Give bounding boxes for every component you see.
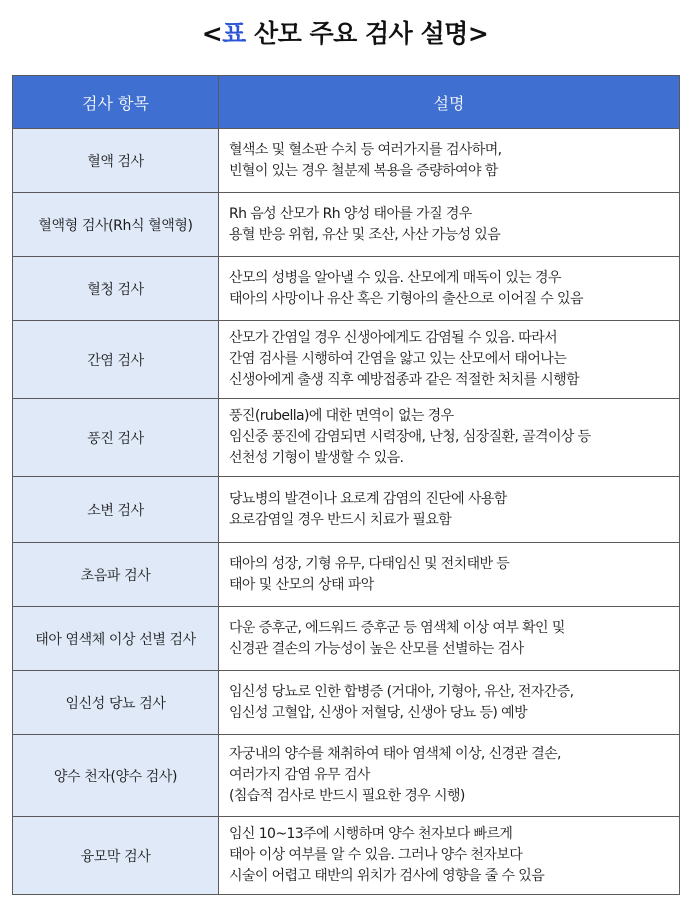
exam-description: 풍진(rubella)에 대한 면역이 없는 경우 임신중 풍진에 감염되면 시력장애, 난청, 심장질환, 골격이상 등 선천성 기형이 발생할 수 있음. xyxy=(219,399,680,477)
table-row xyxy=(13,129,680,193)
table-header-row xyxy=(13,76,680,129)
exam-name: 초음파 검사 xyxy=(13,543,219,607)
table-row xyxy=(13,321,680,399)
table-row xyxy=(13,607,680,671)
exam-name: 양수 천자(양수 검사) xyxy=(13,735,219,817)
exam-name: 혈청 검사 xyxy=(13,257,219,321)
exam-name: 임신성 당뇨 검사 xyxy=(13,671,219,735)
table-row xyxy=(13,735,680,817)
exam-name: 태아 염색체 이상 선별 검사 xyxy=(13,607,219,671)
title-text: 산모 주요 검사 설명 xyxy=(245,19,468,48)
header-description: 설명 xyxy=(219,76,680,129)
exam-description: 산모의 성병을 알아낼 수 있음. 산모에게 매독이 있는 경우 태아의 사망이나 유산 혹은 기형아의 출산으로 이어질 수 있음 xyxy=(219,257,680,321)
exam-name: 융모막 검사 xyxy=(13,817,219,895)
exam-description: 산모가 간염일 경우 신생아에게도 감염될 수 있음. 따라서 간염 검사를 시행하여 간염을 앓고 있는 산모에서 태어나는 신생아에게 출생 직후 예방접종과 같은 적절한 처치를 시행함 xyxy=(219,321,680,399)
exam-description: 임신 10~13주에 시행하며 양수 천자보다 빠르게 태아 이상 여부를 알 수 있음. 그러나 양수 천자보다 시술이 어렵고 태반의 위치가 검사에 영향을 줄 수 있음 xyxy=(219,817,680,895)
table-row xyxy=(13,193,680,257)
exam-name: 풍진 검사 xyxy=(13,399,219,477)
table-row xyxy=(13,477,680,543)
header-item: 검사 항목 xyxy=(13,76,219,129)
exam-description: Rh 음성 산모가 Rh 양성 태아를 가질 경우 용혈 반응 위험, 유산 및 조산, 사산 가능성 있음 xyxy=(219,193,680,257)
table-row xyxy=(13,817,680,895)
exam-name: 혈액 검사 xyxy=(13,129,219,193)
exam-name: 소변 검사 xyxy=(13,477,219,543)
exam-description: 태아의 성장, 기형 유무, 다태임신 및 전치태반 등 태아 및 산모의 상태 파악 xyxy=(219,543,680,607)
title-marker: 표 xyxy=(222,19,246,48)
exam-name: 혈액형 검사(Rh식 혈액형) xyxy=(13,193,219,257)
exam-description: 혈색소 및 혈소판 수치 등 여러가지를 검사하며, 빈혈이 있는 경우 철분제 복용을 증량하여야 함 xyxy=(219,129,680,193)
exam-description: 다운 증후군, 에드워드 증후군 등 염색체 이상 여부 확인 및 신경관 결손의 가능성이 높은 산모를 선별하는 검사 xyxy=(219,607,680,671)
exam-table xyxy=(12,75,680,895)
title-close-bracket: > xyxy=(467,19,489,48)
exam-description: 임신성 당뇨로 인한 합병증 (거대아, 기형아, 유산, 전자간증, 임신성 고혈압, 신생아 저혈당, 신생아 당뇨 등) 예방 xyxy=(219,671,680,735)
exam-name: 간염 검사 xyxy=(13,321,219,399)
title-open-bracket: < xyxy=(201,19,223,48)
table-row xyxy=(13,543,680,607)
exam-description: 자궁내의 양수를 채취하여 태아 염색체 이상, 신경관 결손, 여러가지 감염 유무 검사 (침습적 검사로 반드시 필요한 경우 시행) xyxy=(219,735,680,817)
page-title xyxy=(0,14,690,50)
exam-description: 당뇨병의 발견이나 요로계 감염의 진단에 사용함 요로감염일 경우 반드시 치료가 필요함 xyxy=(219,477,680,543)
table-row xyxy=(13,257,680,321)
table-row xyxy=(13,399,680,477)
table-row xyxy=(13,671,680,735)
